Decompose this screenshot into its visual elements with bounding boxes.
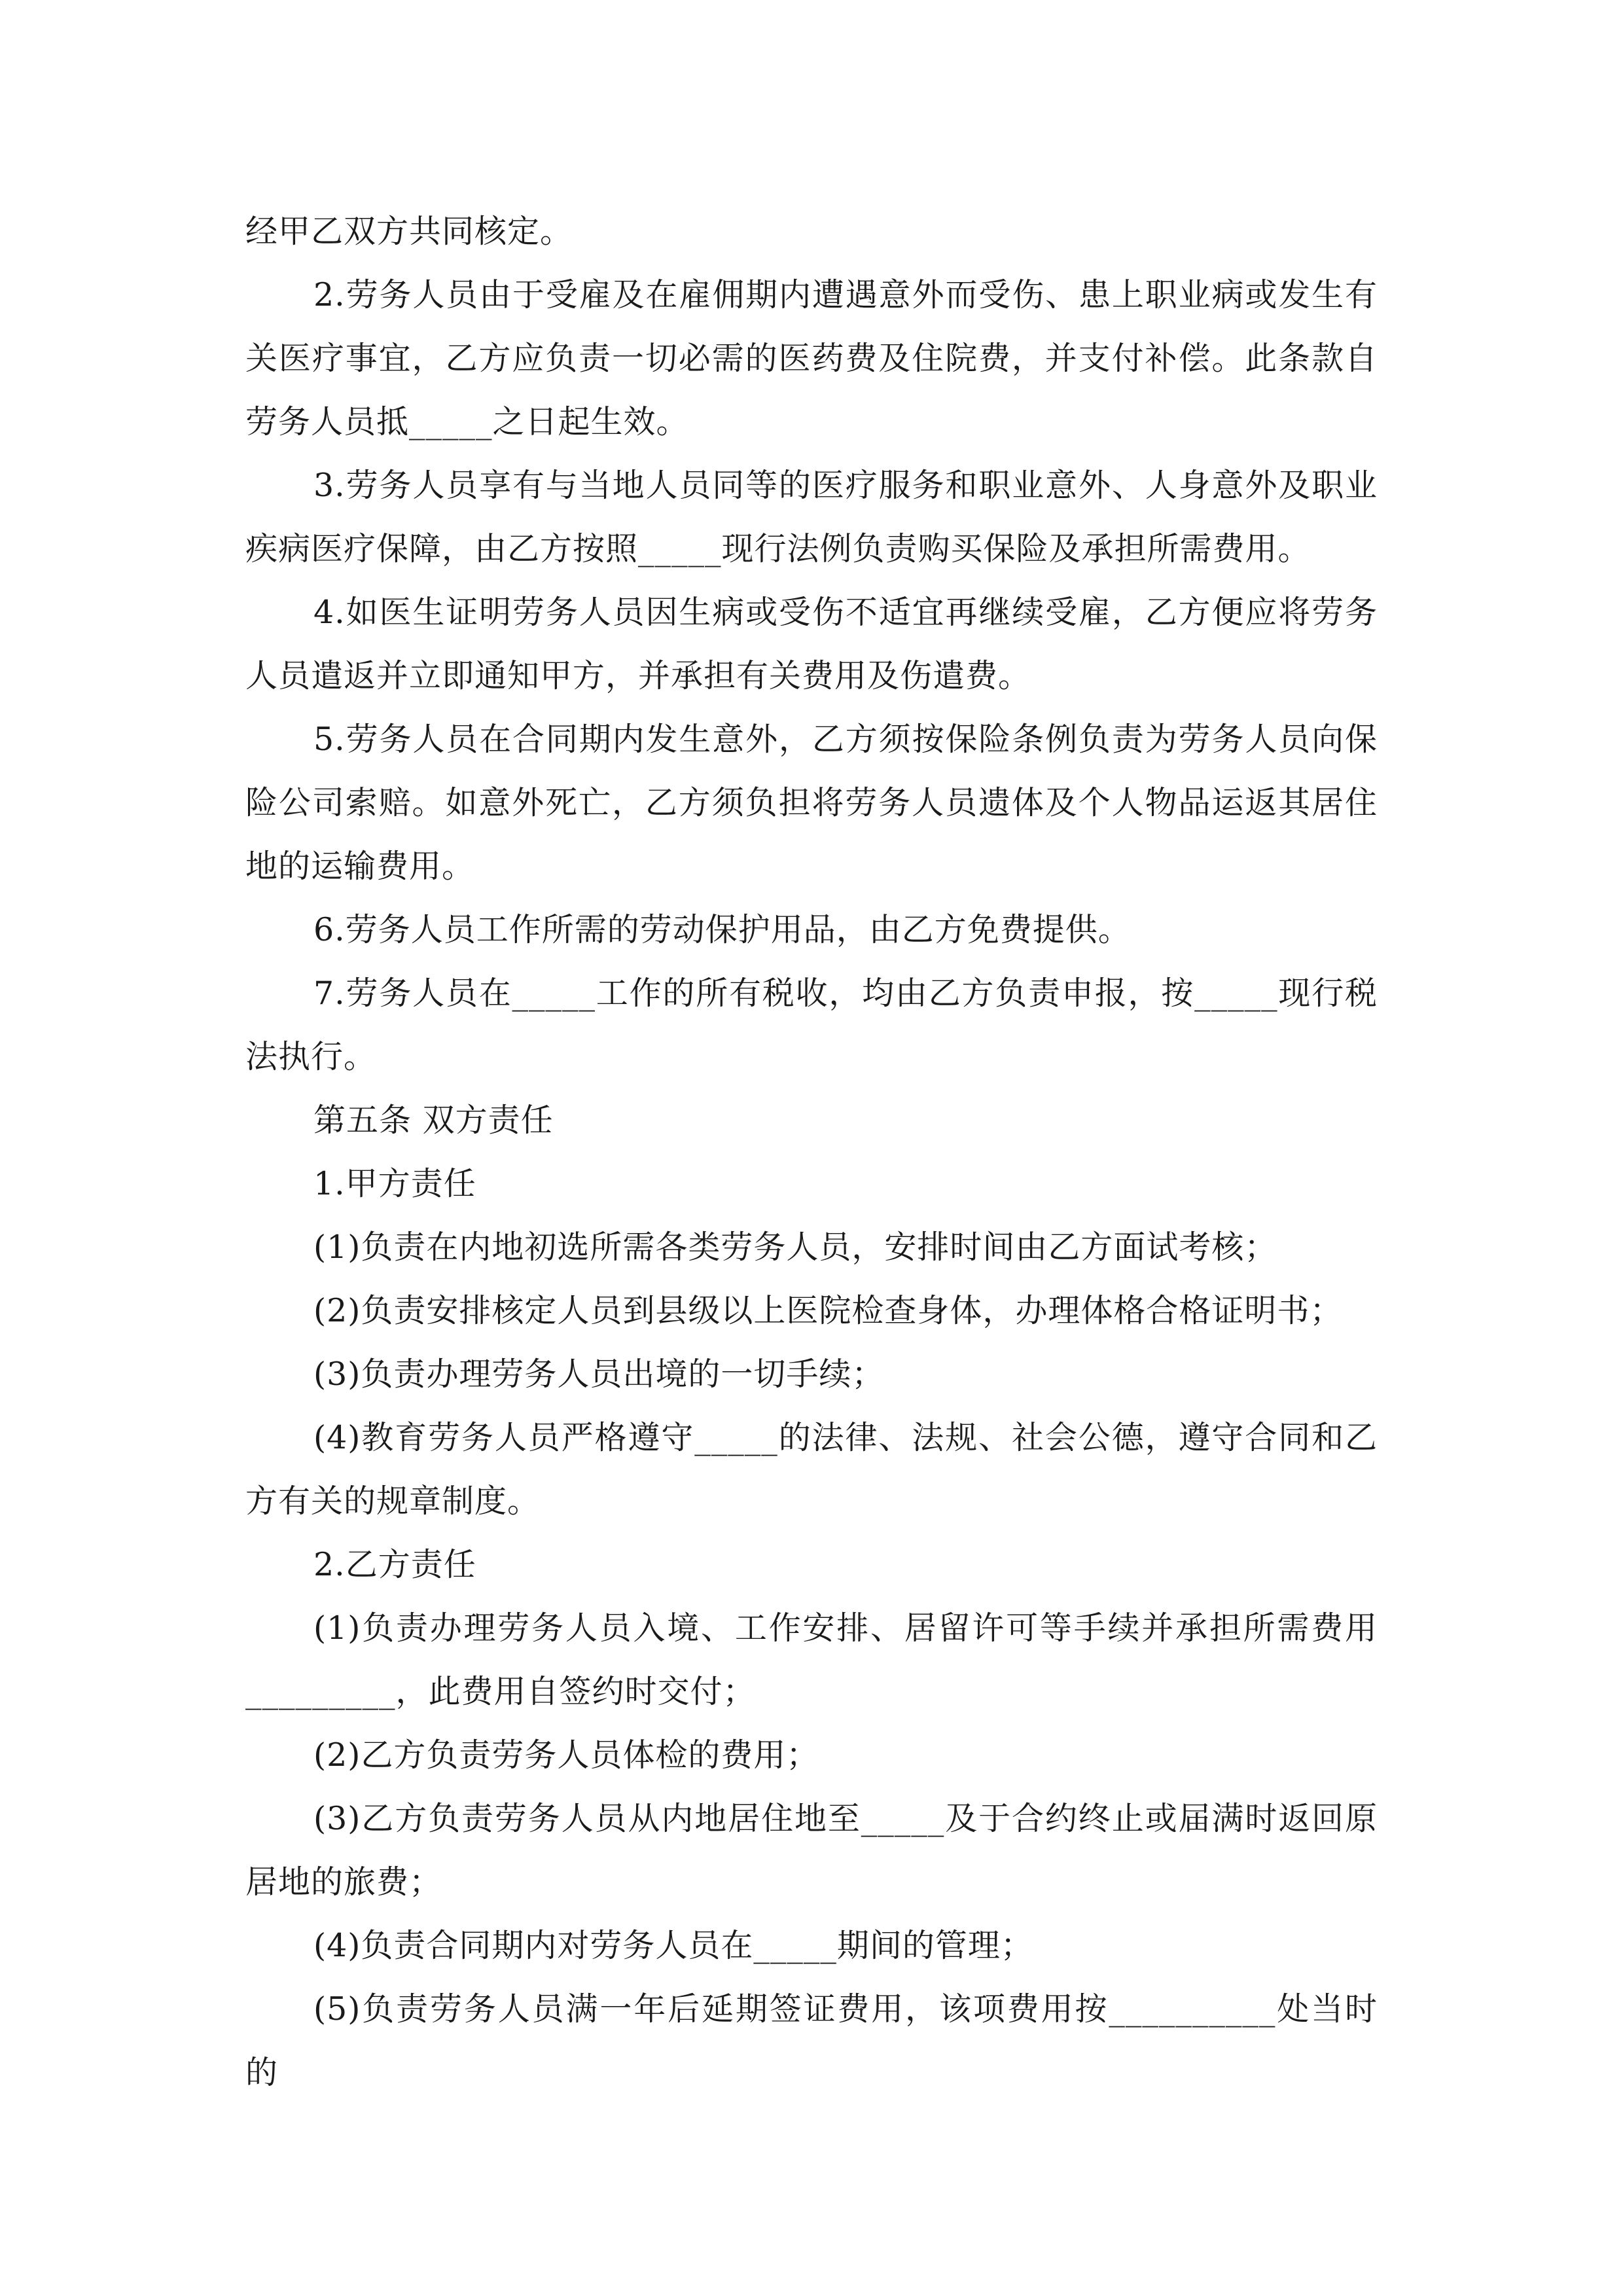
list-item: (2)负责安排核定人员到县级以上医院检查身体，办理体格合格证明书；: [313, 1292, 1343, 1329]
list-item: (2)乙方负责劳务人员体检的费用；: [313, 1736, 819, 1774]
list-item: (3)乙方负责劳务人员从内地居住地至_____及于合约终止或届满时返回原居地的旅费；: [245, 1800, 1378, 1901]
list-item: (1)负责在内地初选所需各类劳务人员，安排时间由乙方面试考核；: [313, 1229, 1277, 1266]
list-item: (4)负责合同期内对劳务人员在_____期间的管理；: [313, 1927, 1033, 1964]
paragraph-6: 6.劳务人员工作所需的劳动保护用品，由乙方免费提供。: [313, 911, 1131, 948]
list-item: (4)教育劳务人员严格遵守_____的法律、法规、社会公德，遵守合同和乙方有关的规章制度。: [245, 1419, 1378, 1520]
list-item: (3)负责办理劳务人员出境的一切手续；: [313, 1355, 885, 1393]
subsection-heading-party-a: 1.甲方责任: [313, 1165, 476, 1202]
paragraph-4: 4.如医生证明劳务人员因生病或受伤不适宜再继续受雇，乙方便应将劳务人员遣返并立即通知甲方，并承担有关费用及伤遣费。: [245, 594, 1378, 694]
paragraph-2: 2.劳务人员由于受雇及在雇佣期内遭遇意外而受伤、患上职业病或发生有关医疗事宜，乙方应负责一切必需的医药费及住院费，并支付补偿。此条款自劳务人员抵_____之日起生效。: [245, 276, 1378, 440]
document-body: [245, 200, 1378, 2104]
subsection-heading-party-b: 2.乙方责任: [313, 1546, 476, 1583]
section-heading: 第五条 双方责任: [313, 1102, 554, 1139]
paragraph-5: 5.劳务人员在合同期内发生意外，乙方须按保险条例负责为劳务人员向保险公司索赔。如意外死亡，乙方须负担将劳务人员遗体及个人物品运返其居住地的运输费用。: [245, 721, 1378, 885]
paragraph-7: 7.劳务人员在_____工作的所有税收，均由乙方负责申报，按_____现行税法执行。: [245, 975, 1378, 1075]
list-item: (1)负责办理劳务人员入境、工作安排、居留许可等手续并承担所需费用_________，此费用自签约时交付；: [245, 1609, 1378, 1710]
list-item: (5)负责劳务人员满一年后延期签证费用，该项费用按__________处当时的: [245, 1990, 1378, 2091]
paragraph-1: 经甲乙双方共同核定。: [245, 213, 573, 250]
paragraph-3: 3.劳务人员享有与当地人员同等的医疗服务和职业意外、人身意外及职业疾病医疗保障，由乙方按照_____现行法例负责购买保险及承担所需费用。: [245, 467, 1378, 567]
